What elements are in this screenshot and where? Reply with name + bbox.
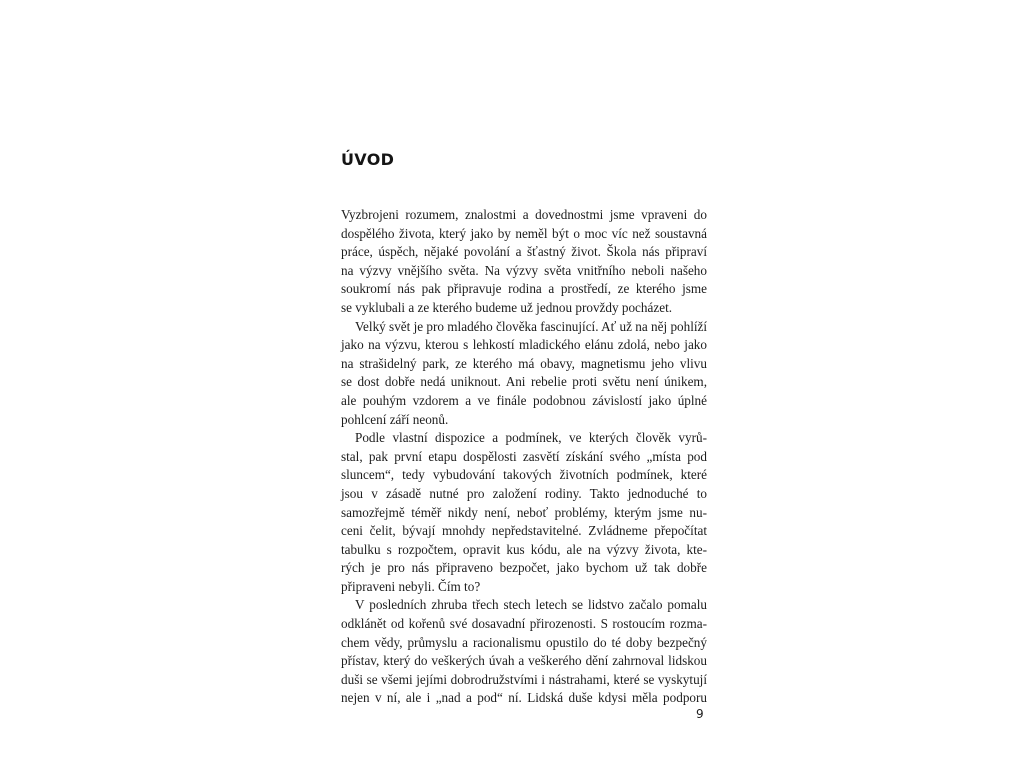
text-line: práce, úspěch, nějaké povolání a šťastný život. Škola nás připraví [341, 244, 707, 260]
text-line: jsou v zásadě nutné pro založení rodiny. Takto jednoduché to [341, 485, 707, 501]
text-line: se dost dobře nedá uniknout. Ani rebelie proti světu není únikem, [341, 374, 707, 390]
text-line: rých je pro nás připraveno bezpočet, jako bychom už tak dobře [341, 560, 707, 576]
text-line: duši se všemi jejími dobrodružstvími i nástrahami, které se vyskytují [341, 671, 707, 687]
text-line: sluncem“, tedy vybudování takových životních podmínek, které [341, 467, 707, 483]
text-line: samozřejmě téměř nikdy není, neboť problémy, kterým jsme nu- [341, 504, 707, 520]
page-number: 9 [696, 707, 704, 721]
text-line: dospělého života, který jako by neměl být o moc víc než soustavná [341, 225, 707, 241]
text-line: V posledních zhruba třech stech letech se lidstvo začalo pomalu [355, 597, 707, 613]
text-line: stal, pak první etapu dospělosti zasvětí získání svého „místa pod [341, 448, 707, 464]
body-text [341, 206, 707, 708]
text-line: chem vědy, průmyslu a racionalismu opustilo do té doby bezpečný [341, 634, 707, 650]
text-line: na výzvy vnějšího světa. Na výzvy světa vnitřního neboli našeho [341, 262, 707, 278]
text-line: nejen v ní, ale i „nad a pod“ ní. Lidská duše kdysi měla podporu [341, 690, 707, 706]
text-line: ale pouhým vzdorem a ve finále podobnou závislostí jako úplné [341, 392, 707, 408]
text-line: Vyzbrojeni rozumem, znalostmi a dovednostmi jsme vpraveni do [341, 207, 707, 222]
text-line: tabulku s rozpočtem, opravit kus kódu, ale na výzvy života, kte- [341, 541, 707, 557]
text-line: na strašidelný park, ze kterého má obavy, magnetismu jeho vlivu [341, 355, 707, 371]
text-line: pohlcení září neonů. [341, 411, 449, 427]
text-line: ceni čelit, bývají mnohdy nepředstavitelné. Zvládneme přepočítat [341, 523, 707, 539]
text-line: jako na výzvu, kterou s lehkostí mladického elánu zdolá, nebo jako [341, 337, 707, 353]
chapter-heading: ÚVOD [341, 150, 395, 169]
text-line: připraveni nebyli. Čím to? [341, 578, 481, 594]
text-line: se vyklubali a ze kterého budeme už jednou provždy pocházet. [341, 299, 673, 315]
text-line: přístav, který do veškerých úvah a veškerého dění zahrnoval lidskou [341, 653, 707, 669]
text-line: odklánět od kořenů své dosavadní přirozenosti. S rostoucím rozma- [341, 616, 707, 632]
text-line: Podle vlastní dispozice a podmínek, ve kterých člověk vyrů- [355, 430, 707, 446]
text-line: Velký svět je pro mladého člověka fascinující. Ať už na něj pohlíží [355, 318, 708, 334]
text-line: soukromí nás pak připravuje rodina a prostředí, ze kterého jsme [341, 281, 707, 297]
